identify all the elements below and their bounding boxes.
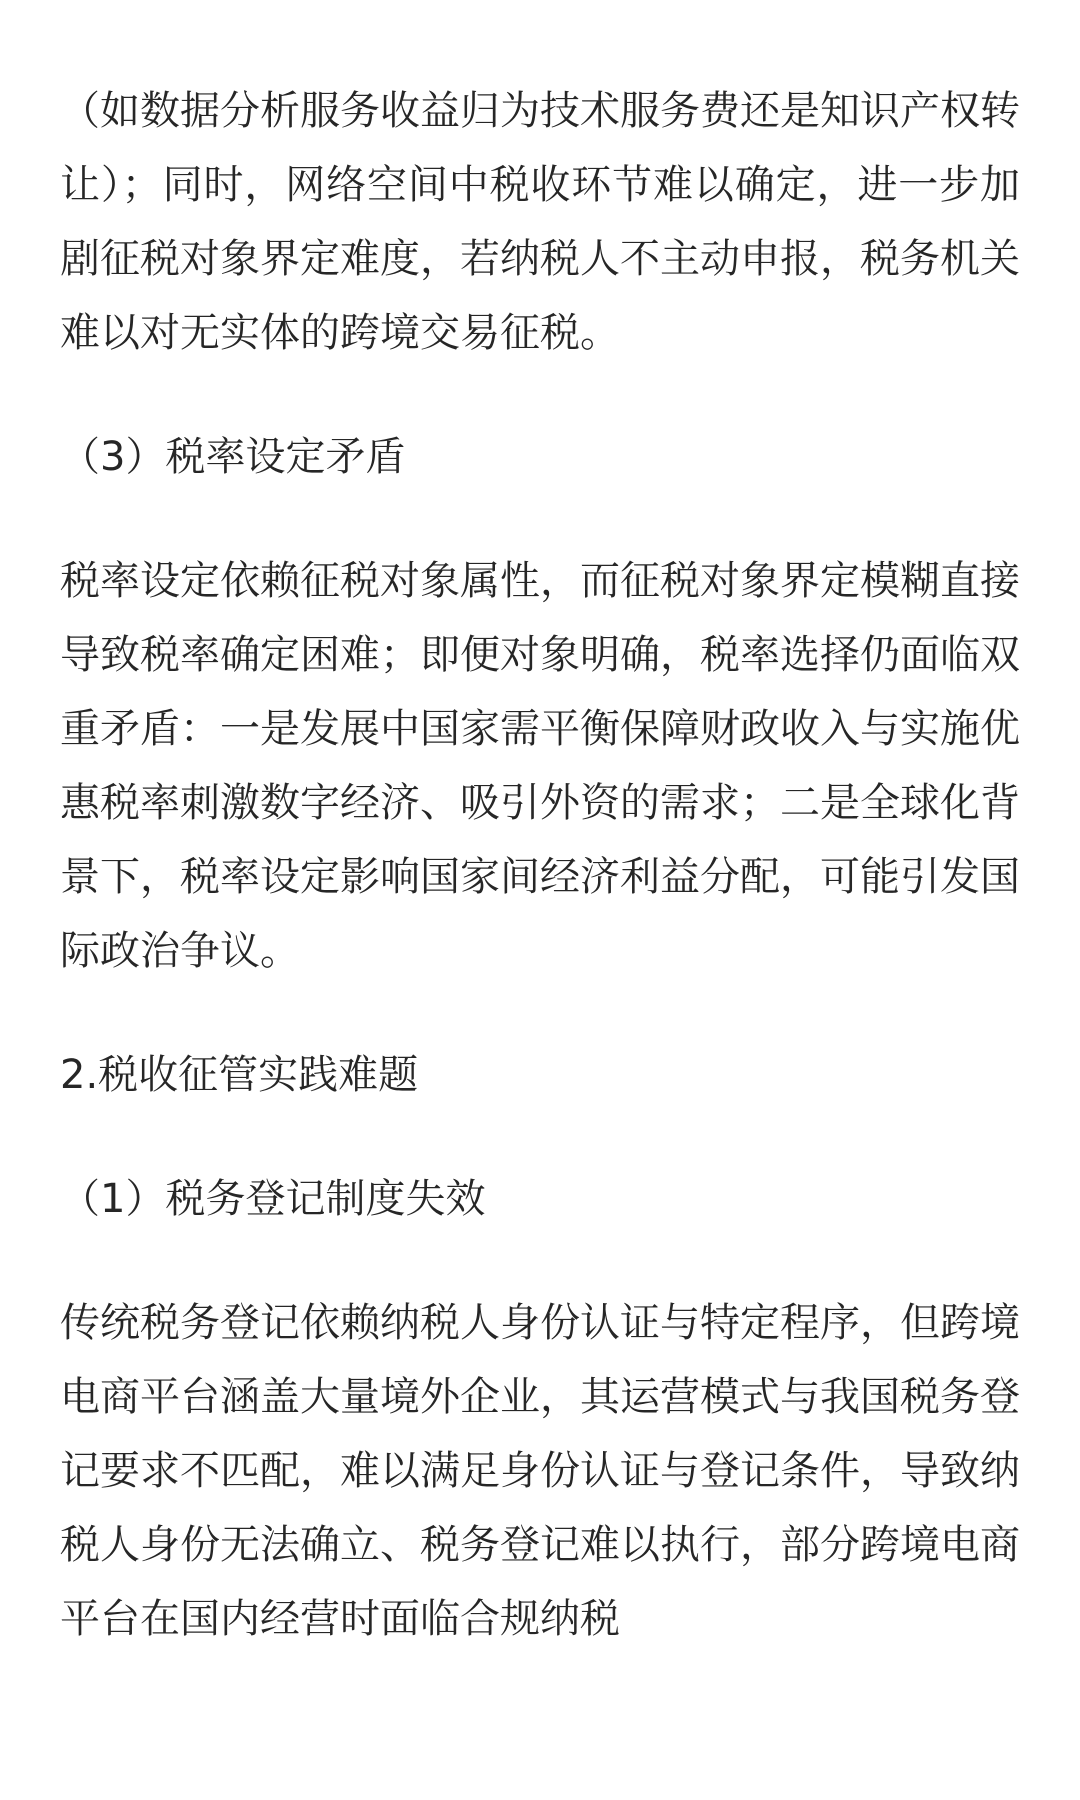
subheading-registration: （1）税务登记制度失效: [60, 1176, 486, 1222]
section-heading-collection: 2.税收征管实践难题: [60, 1052, 419, 1098]
subheading-tax-rate: （3）税率设定矛盾: [60, 434, 406, 480]
paragraph-tax-object: （如数据分析服务收益归为技术服务费还是知识产权转让）；同时，网络空间中税收环节难以确定，进一步加剧征税对象界定难度，若纳税人不主动申报，税务机关难以对无实体的跨境交易征税。: [60, 88, 1020, 356]
paragraph-tax-rate: 税率设定依赖征税对象属性，而征税对象界定模糊直接导致税率确定困难；即便对象明确，税率选择仍面临双重矛盾：一是发展中国家需平衡保障财政收入与实施优惠税率刺激数字经济、吸引外资的需求；二是全球化背景下，税率设定影响国家间经济利益分配，可能引发国际政治争议。: [60, 558, 1020, 974]
paragraph-registration: 传统税务登记依赖纳税人身份认证与特定程序，但跨境电商平台涵盖大量境外企业，其运营模式与我国税务登记要求不匹配，难以满足身份认证与登记条件，导致纳税人身份无法确立、税务登记难以执行，部分跨境电商平台在国内经营时面临合规纳税: [60, 1300, 1020, 1642]
